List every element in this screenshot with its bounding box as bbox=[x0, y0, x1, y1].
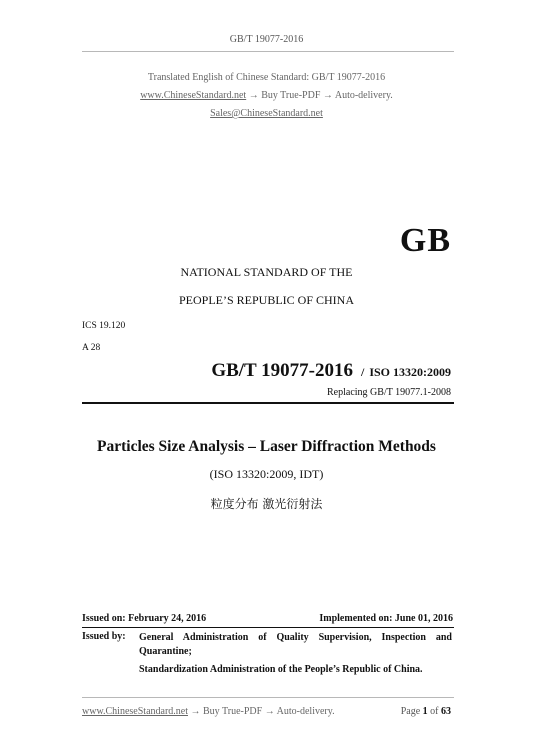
national-standard-line1: NATIONAL STANDARD OF THE bbox=[180, 265, 353, 279]
header-divider bbox=[82, 51, 454, 52]
buy-text: Buy True-PDF bbox=[261, 90, 321, 101]
arrow-icon: → bbox=[262, 706, 277, 717]
iso-number: ISO 13320:2009 bbox=[369, 365, 451, 379]
gb-logo: GB bbox=[399, 222, 451, 259]
arrow-icon: → bbox=[246, 90, 262, 101]
page-number bbox=[401, 706, 451, 717]
arrow-icon: → bbox=[320, 90, 335, 101]
issued-on: Issued on: February 24, 2016 bbox=[82, 613, 207, 624]
email-line bbox=[0, 108, 533, 119]
replacing-note: Replacing GB/T 19077.1-2008 bbox=[327, 387, 451, 398]
purchase-links bbox=[0, 90, 533, 101]
issued-by-line2: Standardization Administration of the People’s Republic of China. bbox=[139, 664, 423, 675]
iso-identity: (ISO 13320:2009, IDT) bbox=[209, 467, 324, 481]
ics-code: ICS 19.120 bbox=[82, 321, 126, 331]
issue-divider bbox=[82, 627, 454, 628]
site-link[interactable]: www.ChineseStandard.net bbox=[140, 90, 247, 101]
slash: / bbox=[360, 365, 365, 379]
footer-divider bbox=[82, 697, 454, 698]
footer-site-link[interactable]: www.ChineseStandard.net bbox=[82, 706, 188, 717]
classification-code: A 28 bbox=[82, 343, 101, 353]
running-header: GB/T 19077-2016 bbox=[229, 34, 304, 45]
page-label: Page bbox=[400, 706, 421, 717]
standard-number-line bbox=[211, 360, 451, 382]
page-current: 1 bbox=[422, 706, 428, 717]
page-of: of bbox=[430, 706, 439, 717]
title-divider bbox=[82, 402, 454, 404]
arrow-icon: → bbox=[188, 706, 203, 717]
page-total: 63 bbox=[441, 706, 451, 717]
issued-by-line1: General Administration of Quality Supervision, Inspection and Quarantine; bbox=[139, 632, 452, 657]
delivery-text: Auto-delivery. bbox=[334, 90, 393, 101]
implemented-on: Implemented on: June 01, 2016 bbox=[319, 613, 453, 624]
national-standard-line2: PEOPLE’S REPUBLIC OF CHINA bbox=[178, 293, 355, 307]
footer-delivery-text: Auto-delivery. bbox=[276, 706, 335, 717]
document-title: Particles Size Analysis – Laser Diffraction Methods bbox=[97, 438, 436, 455]
translation-note: Translated English of Chinese Standard: GB/T 19077-2016 bbox=[147, 72, 386, 83]
issued-by-label: Issued by: bbox=[82, 631, 126, 642]
standard-number: GB/T 19077-2016 bbox=[211, 360, 353, 381]
footer-buy-text: Buy True-PDF bbox=[203, 706, 263, 717]
email-link[interactable]: Sales@ChineseStandard.net bbox=[210, 108, 323, 119]
chinese-title: 粒度分布 激光衍射法 bbox=[210, 497, 323, 511]
footer-links bbox=[82, 706, 335, 717]
